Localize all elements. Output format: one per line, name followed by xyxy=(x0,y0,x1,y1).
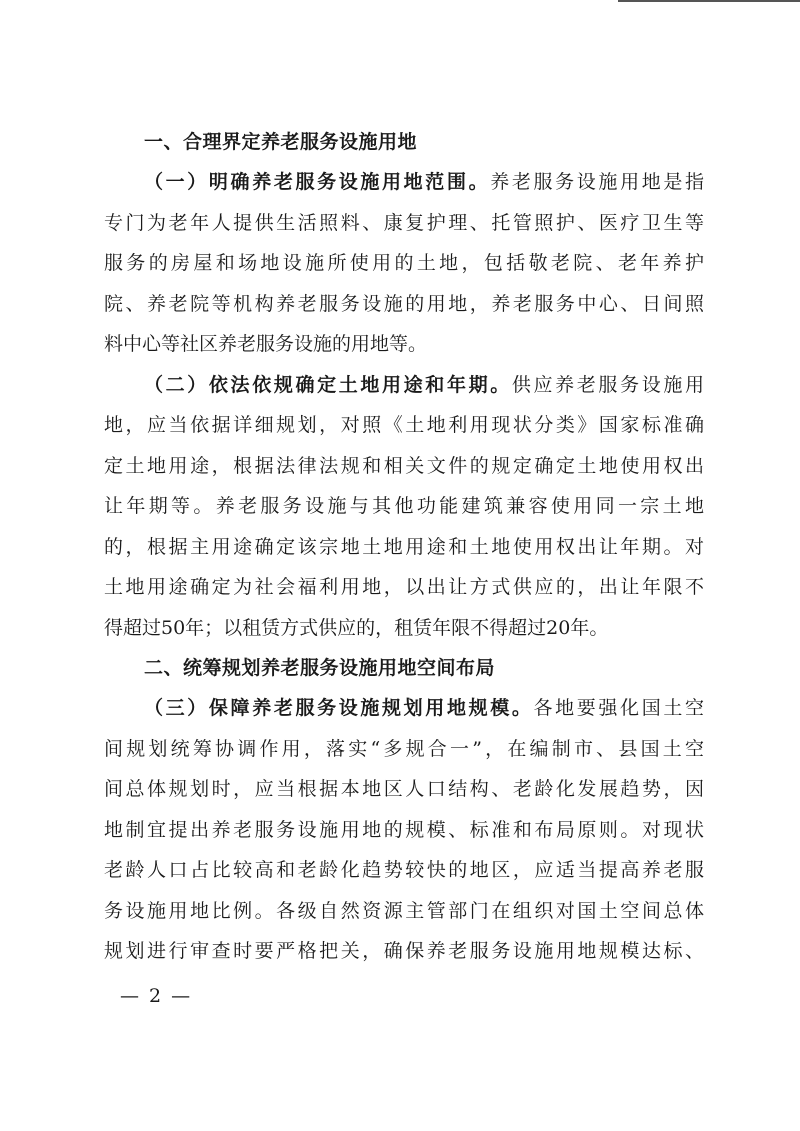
item-2-lead: （二）依法依规确定土地用途和年期。 xyxy=(144,373,512,396)
document-body xyxy=(104,122,704,972)
item-2-line-1: 供应养老服务设施用 xyxy=(511,373,704,396)
item-3-line-2: 间规划统筹协调作用，落实“多规合一”，在编制市、县国土空 xyxy=(104,737,704,760)
item-2-line-6: 土地用途确定为社会福利用地，以出让方式供应的，出让年限不 xyxy=(104,576,704,598)
item-3-line-4: 地制宜提出养老服务设施用地的规模、标准和布局原则。对现状 xyxy=(104,818,704,841)
top-rule xyxy=(618,0,800,2)
paragraph-line xyxy=(104,365,704,406)
item-3-lead: （三）保障养老服务设施规划用地规模。 xyxy=(144,697,534,719)
item-3-line-1: 各地要强化国土空 xyxy=(533,697,704,719)
item-2-line-7: 得超过50年；以租赁方式供应的，租赁年限不得超过20年。 xyxy=(104,616,609,639)
item-3-line-7: 规划进行审查时要严格把关，确保养老服务设施用地规模达标、 xyxy=(104,940,704,962)
item-2-line-5: 的，根据主用途确定该宗地土地用途和土地使用权出让年期。对 xyxy=(104,535,704,558)
item-1-line-5: 料中心等社区养老服务设施的用地等。 xyxy=(104,333,428,355)
item-2-line-2: 地，应当依据详细规划，对照《土地利用现状分类》国家标准确 xyxy=(104,414,704,436)
page-number: — 2 — xyxy=(120,985,193,1007)
item-3-line-5: 老龄人口占比较高和老龄化趋势较快的地区，应适当提高养老服 xyxy=(104,859,704,881)
item-1-lead: （一）明确养老服务设施用地范围。 xyxy=(144,171,491,193)
paragraph-line xyxy=(104,162,704,203)
item-1-line-4: 院、养老院等机构养老服务设施的用地，养老服务中心、日间照 xyxy=(104,292,704,315)
section-1-heading: 一、合理界定养老服务设施用地 xyxy=(144,131,418,153)
item-2-line-4: 让年期等。养老服务设施与其他功能建筑兼容使用同一宗土地 xyxy=(104,495,704,517)
paragraph-item-1 xyxy=(104,162,704,365)
item-3-line-3: 间总体规划时，应当根据本地区人口结构、老龄化发展趋势，因 xyxy=(104,778,704,800)
paragraph-item-3 xyxy=(104,688,704,972)
paragraph-line xyxy=(104,688,704,729)
section-2-heading: 二、统筹规划养老服务设施用地空间布局 xyxy=(144,657,496,679)
item-1-line-1: 养老服务设施用地是指 xyxy=(490,171,704,193)
item-1-line-2: 专门为老年人提供生活照料、康复护理、托管照护、医疗卫生等 xyxy=(104,211,704,234)
paragraph-item-2 xyxy=(104,365,704,649)
item-2-line-3: 定土地用途，根据法律法规和相关文件的规定确定土地使用权出 xyxy=(104,454,704,477)
item-3-line-6: 务设施用地比例。各级自然资源主管部门在组织对国土空间总体 xyxy=(104,899,704,922)
item-1-line-3: 服务的房屋和场地设施所使用的土地，包括敬老院、老年养护 xyxy=(104,252,704,274)
